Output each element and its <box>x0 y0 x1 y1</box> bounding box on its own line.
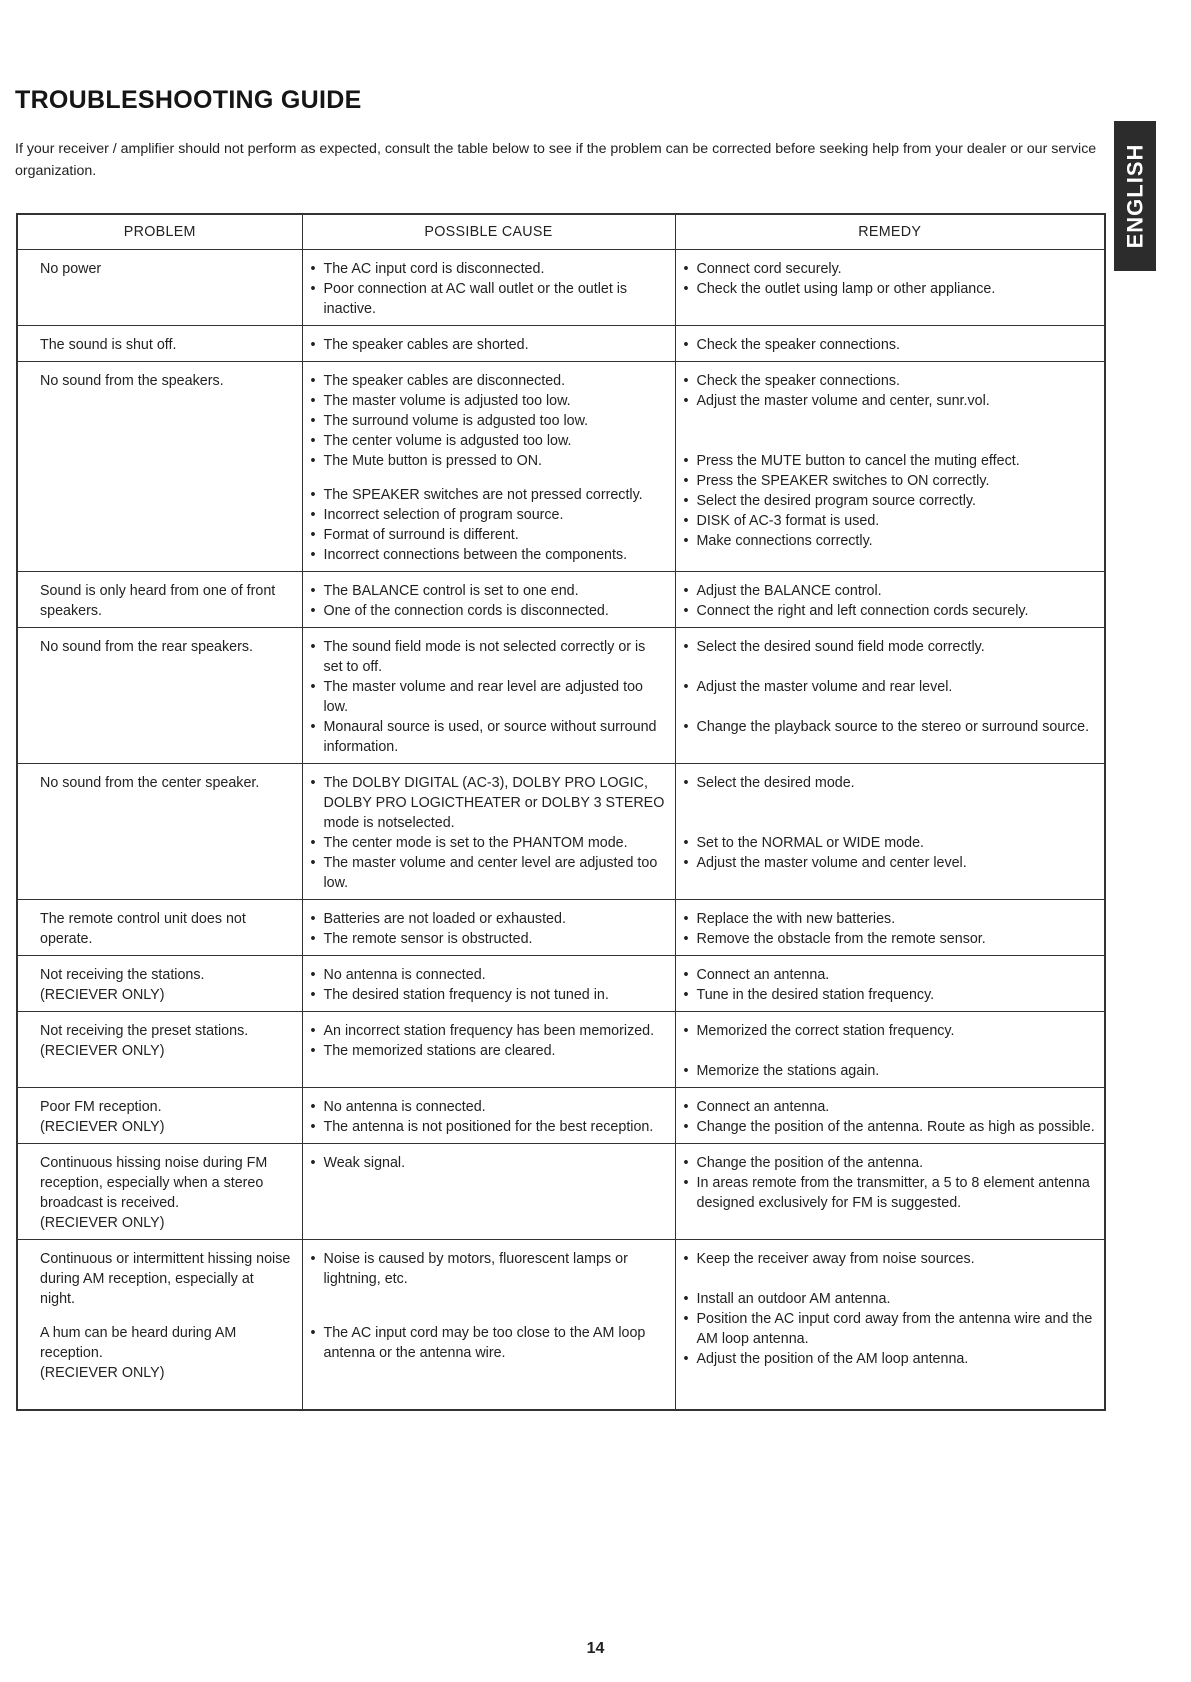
remedy-item: • Adjust the master volume and center level. <box>684 853 1097 873</box>
remedy-item: • Press the SPEAKER switches to ON correctly. <box>684 471 1097 491</box>
remedy-cell <box>675 900 1105 956</box>
cause-item: • Incorrect connections between the components. <box>311 545 667 565</box>
cause-item: • The master volume and rear level are adjusted too low. <box>311 677 667 717</box>
cause-item: • An incorrect station frequency has been memorized. <box>311 1021 667 1041</box>
cause-item: • One of the connection cords is disconnected. <box>311 601 667 621</box>
cause-item: • Monaural source is used, or source without surround information. <box>311 717 667 757</box>
remedy-item: • Adjust the master volume and center, sunr.vol. <box>684 391 1097 411</box>
problem-note: (RECIEVER ONLY) <box>40 1119 165 1135</box>
problem-cell <box>17 1240 302 1411</box>
cause-cell <box>302 900 675 956</box>
problem-cell <box>17 362 302 572</box>
header-remedy: REMEDY <box>675 214 1105 250</box>
cause-item: • Batteries are not loaded or exhausted. <box>311 909 667 929</box>
problem-text: Continuous hissing noise during FM reception, especially when a stereo broadcast is received. <box>40 1155 268 1211</box>
cause-item: • The BALANCE control is set to one end. <box>311 581 667 601</box>
remedy-item: • Press the MUTE button to cancel the muting effect. <box>684 451 1097 471</box>
remedy-item: • DISK of AC-3 format is used. <box>684 511 1097 531</box>
cause-item: • The Mute button is pressed to ON. <box>311 451 667 471</box>
cause-item: • The DOLBY DIGITAL (AC-3), DOLBY PRO LOGIC, DOLBY PRO LOGICTHEATER or DOLBY 3 STEREO mode is notselected. <box>311 773 667 833</box>
cause-item: • Poor connection at AC wall outlet or the outlet is inactive. <box>311 279 667 319</box>
remedy-item: • Select the desired program source correctly. <box>684 491 1097 511</box>
cause-item: • The AC input cord may be too close to the AM loop antenna or the antenna wire. <box>311 1323 667 1363</box>
cause-cell <box>302 362 675 572</box>
remedy-item: • Set to the NORMAL or WIDE mode. <box>684 833 1097 853</box>
problem-note: (RECIEVER ONLY) <box>40 1043 165 1059</box>
table-row <box>17 326 1105 362</box>
remedy-item: • Select the desired mode. <box>684 773 1097 793</box>
language-tab-label: ENGLISH <box>1122 143 1148 249</box>
problem-text: The sound is shut off. <box>40 337 177 353</box>
remedy-cell <box>675 362 1105 572</box>
cause-item: • The sound field mode is not selected correctly or is set to off. <box>311 637 667 677</box>
table-row <box>17 764 1105 900</box>
cause-item: • The SPEAKER switches are not pressed correctly. <box>311 485 667 505</box>
table-row <box>17 1240 1105 1411</box>
remedy-item: • Tune in the desired station frequency. <box>684 985 1097 1005</box>
problem-cell <box>17 628 302 764</box>
cause-item: • The desired station frequency is not tuned in. <box>311 985 667 1005</box>
cause-cell <box>302 1012 675 1088</box>
problem-cell <box>17 1144 302 1240</box>
remedy-item: • Connect cord securely. <box>684 259 1097 279</box>
cause-item: • Noise is caused by motors, fluorescent lamps or lightning, etc. <box>311 1249 667 1289</box>
problem-cell <box>17 900 302 956</box>
problem-cell <box>17 764 302 900</box>
problem-text: Not receiving the preset stations. <box>40 1023 249 1039</box>
remedy-cell <box>675 1240 1105 1411</box>
cause-cell <box>302 764 675 900</box>
remedy-item: • Adjust the BALANCE control. <box>684 581 1097 601</box>
remedy-cell <box>675 572 1105 628</box>
table-row <box>17 250 1105 326</box>
table-header-row <box>17 214 1105 250</box>
problem-text: No power <box>40 261 102 277</box>
table-row <box>17 572 1105 628</box>
problem-text: No sound from the center speaker. <box>40 775 260 791</box>
cause-item: • The center volume is adgusted too low. <box>311 431 667 451</box>
problem-text: Continuous or intermittent hissing noise during AM reception, especially at night. <box>40 1251 291 1307</box>
cause-item: • Incorrect selection of program source. <box>311 505 667 525</box>
table-row <box>17 1144 1105 1240</box>
remedy-item: • In areas remote from the transmitter, a 5 to 8 element antenna designed exclusively for FM is suggested. <box>684 1173 1097 1213</box>
remedy-item: • Make connections correctly. <box>684 531 1097 551</box>
cause-item: • The speaker cables are disconnected. <box>311 371 667 391</box>
cause-item: • The speaker cables are shorted. <box>311 335 667 355</box>
remedy-cell <box>675 326 1105 362</box>
remedy-item: • Install an outdoor AM antenna. <box>684 1289 1097 1309</box>
page-number: 14 <box>586 1640 605 1657</box>
remedy-item: • Adjust the master volume and rear level. <box>684 677 1097 697</box>
problem-note: (RECIEVER ONLY) <box>40 987 165 1003</box>
remedy-item: • Remove the obstacle from the remote sensor. <box>684 929 1097 949</box>
problem-cell <box>17 572 302 628</box>
cause-item: • The master volume and center level are adjusted too low. <box>311 853 667 893</box>
remedy-cell <box>675 956 1105 1012</box>
remedy-cell <box>675 1012 1105 1088</box>
remedy-cell <box>675 1088 1105 1144</box>
cause-item: • The antenna is not positioned for the best reception. <box>311 1117 667 1137</box>
remedy-item: • Memorize the stations again. <box>684 1061 1097 1081</box>
cause-cell <box>302 326 675 362</box>
remedy-cell <box>675 764 1105 900</box>
problem-cell <box>17 956 302 1012</box>
remedy-item: • Connect an antenna. <box>684 965 1097 985</box>
header-problem: PROBLEM <box>17 214 302 250</box>
cause-item: • No antenna is connected. <box>311 965 667 985</box>
remedy-item: • Change the playback source to the stereo or surround source. <box>684 717 1097 737</box>
page-title: TROUBLESHOOTING GUIDE <box>15 86 362 114</box>
remedy-item: • Replace the with new batteries. <box>684 909 1097 929</box>
remedy-item: • Position the AC input cord away from the antenna wire and the AM loop antenna. <box>684 1309 1097 1349</box>
cause-item: • The master volume is adjusted too low. <box>311 391 667 411</box>
problem-text: Sound is only heard from one of front speakers. <box>40 583 276 619</box>
remedy-item: • Check the speaker connections. <box>684 335 1097 355</box>
remedy-item: • Memorized the correct station frequency. <box>684 1021 1097 1041</box>
remedy-item: • Keep the receiver away from noise sources. <box>684 1249 1097 1269</box>
cause-item: • The AC input cord is disconnected. <box>311 259 667 279</box>
problem-note: (RECIEVER ONLY) <box>40 1365 165 1381</box>
cause-cell <box>302 628 675 764</box>
problem-text: No sound from the rear speakers. <box>40 639 253 655</box>
cause-cell <box>302 1088 675 1144</box>
cause-cell <box>302 1144 675 1240</box>
table-row <box>17 1088 1105 1144</box>
cause-cell <box>302 250 675 326</box>
table-row <box>17 362 1105 572</box>
remedy-cell <box>675 1144 1105 1240</box>
cause-item: • Weak signal. <box>311 1153 667 1173</box>
remedy-item: • Change the position of the antenna. Route as high as possible. <box>684 1117 1097 1137</box>
troubleshooting-table <box>16 213 1106 1411</box>
cause-item: • No antenna is connected. <box>311 1097 667 1117</box>
problem-text: Poor FM reception. <box>40 1099 162 1115</box>
cause-item: • The remote sensor is obstructed. <box>311 929 667 949</box>
problem-cell <box>17 1088 302 1144</box>
remedy-item: • Adjust the position of the AM loop antenna. <box>684 1349 1097 1369</box>
cause-cell <box>302 572 675 628</box>
cause-cell <box>302 956 675 1012</box>
cause-item: • The center mode is set to the PHANTOM mode. <box>311 833 667 853</box>
cause-cell <box>302 1240 675 1411</box>
header-possible-cause: POSSIBLE CAUSE <box>302 214 675 250</box>
table-row <box>17 900 1105 956</box>
remedy-item: • Select the desired sound field mode correctly. <box>684 637 1097 657</box>
language-tab <box>1114 121 1156 271</box>
problem-cell <box>17 1012 302 1088</box>
intro-text: If your receiver / amplifier should not perform as expected, consult the table below to see if the problem can be corrected before seeking help from your dealer or our service organization. <box>15 141 1097 179</box>
remedy-item: • Check the speaker connections. <box>684 371 1097 391</box>
remedy-item: • Change the position of the antenna. <box>684 1153 1097 1173</box>
problem-text: A hum can be heard during AM reception. <box>40 1325 237 1361</box>
cause-item: • The surround volume is adgusted too low. <box>311 411 667 431</box>
problem-text: Not receiving the stations. <box>40 967 205 983</box>
remedy-cell <box>675 250 1105 326</box>
cause-item: • Format of surround is different. <box>311 525 667 545</box>
table-row <box>17 956 1105 1012</box>
remedy-item: • Connect an antenna. <box>684 1097 1097 1117</box>
problem-text: No sound from the speakers. <box>40 373 224 389</box>
problem-cell <box>17 250 302 326</box>
problem-note: (RECIEVER ONLY) <box>40 1215 165 1231</box>
table-row <box>17 1012 1105 1088</box>
table-row <box>17 628 1105 764</box>
remedy-item: • Check the outlet using lamp or other appliance. <box>684 279 1097 299</box>
problem-text: The remote control unit does not operate. <box>40 911 246 947</box>
problem-cell <box>17 326 302 362</box>
remedy-item: • Connect the right and left connection cords securely. <box>684 601 1097 621</box>
remedy-cell <box>675 628 1105 764</box>
cause-item: • The memorized stations are cleared. <box>311 1041 667 1061</box>
